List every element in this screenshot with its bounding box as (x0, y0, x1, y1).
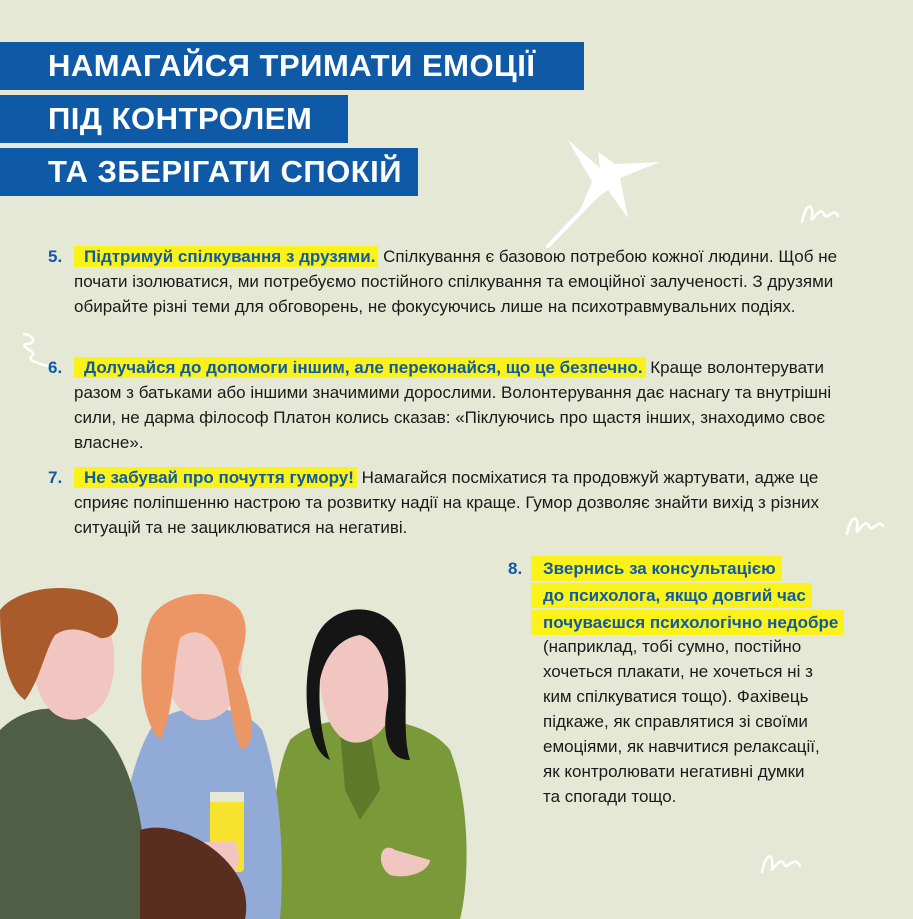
item-8-text (543, 634, 903, 809)
item-8-text-line: підкаже, як справлятися зі своїми (543, 712, 808, 731)
swirl-doodle-icon (800, 200, 840, 230)
item-7-highlight: Не забувай про почуття гумору! (74, 467, 357, 488)
item-8-text-line: хочеться плакати, не хочеться ні з (543, 662, 813, 681)
item-6-number: 6. (48, 358, 63, 377)
item-8-highlight-line: Звернись за консультацією (531, 556, 782, 581)
item-6-highlight: Долучайся до допомоги іншим, але переконайся, що це безпечно. (74, 357, 646, 378)
item-5-highlight: Підтримуй спілкування з друзями. (74, 246, 378, 267)
star-icon (520, 120, 670, 250)
item-5-number: 5. (48, 247, 63, 266)
item-8-text-line: (наприклад, тобі сумно, постійно (543, 637, 802, 656)
item-6-text: Краще волонтерувати разом з батьками або іншими значимими дорослими. Волонтерування дає наснагу та внутрішні сили, не дарма філософ Платон колись сказав: «Піклуючись про щастя інших, знаходимо своє власне». (74, 358, 832, 452)
item-8-highlight-line: до психолога, якщо довгий час (531, 583, 812, 608)
item-7-text: Намагайся посміхатися та продовжуй жартувати, адже це сприяє поліпшенню настрою та розвитку надії на краще. Гумор дозволяє знайти вихід з різних ситуацій та не зациклюватися на негативі. (74, 468, 819, 537)
item-6 (74, 355, 874, 455)
friends-illustration (0, 580, 500, 919)
item-7-number: 7. (48, 468, 63, 487)
item-8-highlight-block (531, 556, 901, 637)
item-5-text: Спілкування є базовою потребою кожної людини. Щоб не почати ізолюватися, ми потребуємо постійного спілкування та емоційної залученості. З друзями обирайте різні теми для обговорень, не фокусуючись лише на психотравмувальних подіях. (74, 247, 838, 316)
item-8-text-line: ким спілкуватися тощо). Фахівець (543, 687, 809, 706)
item-8-text-line: емоціями, як навчитися релаксації, (543, 737, 820, 756)
item-7 (74, 465, 874, 540)
item-8-number: 8. (508, 559, 523, 578)
item-8-text-line: як контролювати негативні думки (543, 762, 805, 781)
title-line-2: ПІД КОНТРОЛЕМ (0, 95, 348, 143)
person-right-illustration (273, 609, 466, 919)
item-5 (74, 244, 874, 319)
swirl-doodle-icon (760, 848, 804, 878)
title-line-3: ТА ЗБЕРІГАТИ СПОКІЙ (0, 148, 418, 196)
item-8-highlight-line: почуваєшся психологічно недобре (531, 610, 844, 635)
title-line-1: НАМАГАЙСЯ ТРИМАТИ ЕМОЦІЇ (0, 42, 584, 90)
item-8-text-line: та спогади тощо. (543, 787, 677, 806)
